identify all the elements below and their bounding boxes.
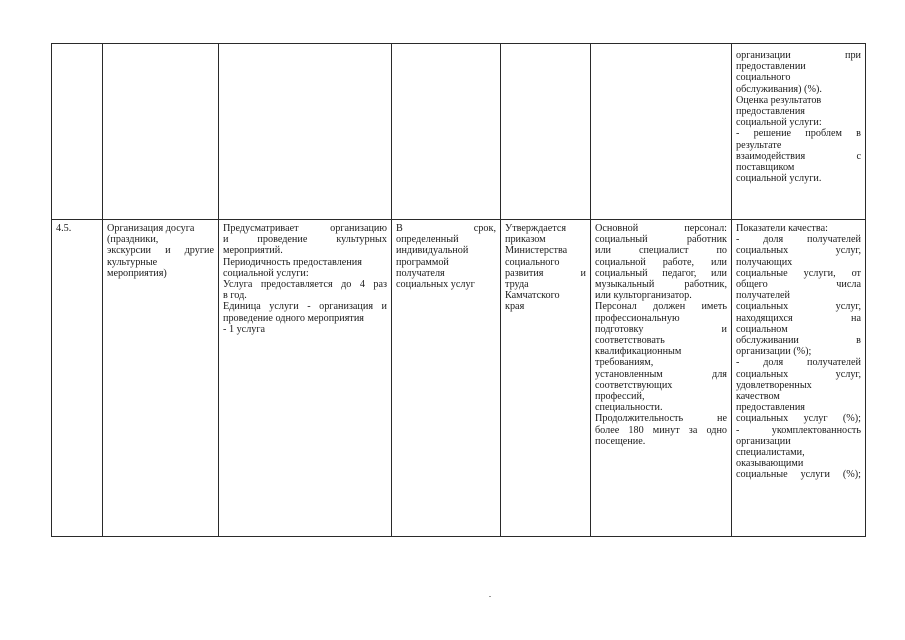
cell-line: качеством: [736, 391, 780, 403]
cell-line: в год.: [223, 290, 247, 302]
service-term-cell: [392, 220, 501, 537]
cell-line: социальной услуги:: [223, 267, 309, 279]
cell-line: социальный работник: [595, 234, 727, 246]
prev-number-cell: [52, 44, 103, 220]
cell-line: поставщиком: [736, 162, 795, 174]
service-name-text: [107, 223, 214, 279]
service-quality-cell: [732, 220, 866, 537]
cell-line: социальные услуги (%);: [736, 469, 861, 481]
cell-line: края: [505, 301, 525, 313]
cell-line: организации (%);: [736, 346, 812, 358]
cell-line: социальных услуг,: [736, 301, 861, 313]
cell-line: предоставления: [736, 106, 805, 118]
cell-line: Показатели качества:: [736, 223, 828, 234]
cell-line: социальные услуги, от: [736, 267, 861, 279]
cell-line: развития и: [505, 267, 586, 279]
cell-line: результате: [736, 139, 782, 151]
cell-line: соответствующих: [595, 379, 673, 391]
cell-line: предоставления: [736, 402, 805, 414]
scan-speck: [489, 596, 491, 597]
cell-line: обслуживании в: [736, 335, 861, 347]
cell-line: социальных услуг,: [736, 245, 861, 257]
cell-line: требованиям,: [595, 357, 654, 369]
cell-line: Продолжительность не: [595, 413, 727, 425]
cell-line: предоставлении: [736, 61, 806, 73]
service-number: 4.5.: [56, 223, 72, 234]
cell-line: приказом: [505, 234, 546, 246]
cell-line: социальной услуги:: [736, 117, 822, 129]
cell-line: специалистами,: [736, 447, 805, 459]
service-cost-cell: [501, 220, 591, 537]
cell-line: экскурсии и другие: [107, 245, 214, 257]
service-term-text: [396, 223, 496, 290]
cell-line: установленным для: [595, 368, 727, 380]
cell-line: Организация досуга: [107, 223, 195, 234]
cell-line: проведение одного мероприятия: [223, 312, 364, 324]
prev-description-cell: [219, 44, 392, 220]
cell-line: или специалист по: [595, 245, 727, 257]
cell-line: - доля получателей: [736, 357, 861, 369]
cell-line: Персонал должен иметь: [595, 301, 727, 313]
cell-line: соответствовать: [595, 335, 665, 347]
cell-line: Единица услуги - организация и: [223, 301, 387, 313]
cell-line: общего числа: [736, 279, 861, 291]
cell-line: находящихся на: [736, 312, 861, 324]
cell-line: квалификационным: [595, 346, 682, 358]
prev-quality-cell: [732, 44, 866, 220]
cell-line: индивидуальной: [396, 245, 469, 257]
services-table: [51, 43, 866, 537]
table-row-4-5: [52, 220, 866, 537]
cell-line: социальных услуг: [396, 279, 475, 291]
cell-line: или культорганизатор.: [595, 290, 692, 302]
cell-line: музыкальный работник,: [595, 279, 727, 291]
cell-line: специальности.: [595, 402, 663, 414]
cell-line: Основной персонал:: [595, 223, 727, 234]
cell-line: социальном: [736, 323, 788, 335]
cell-line: Министерства: [505, 245, 568, 257]
service-quality-text: [736, 223, 861, 481]
cell-line: профессий,: [595, 391, 645, 403]
service-description-text: [223, 223, 387, 335]
cell-line: мероприятия): [107, 267, 167, 279]
cell-line: социальной услуги.: [736, 173, 822, 185]
prev-name-cell: [103, 44, 219, 220]
cell-line: - укомплектованность: [736, 424, 861, 436]
cell-line: более 180 минут за одно: [595, 424, 727, 436]
cell-line: Периодичность предоставления: [223, 256, 362, 268]
cell-line: Камчатского: [505, 290, 560, 302]
cell-line: труда: [505, 279, 529, 291]
cell-line: программой: [396, 256, 449, 268]
cell-line: определенный: [396, 234, 459, 246]
cell-line: удовлетворенных: [736, 379, 812, 391]
cell-line: Услуга предоставляется до 4 раз: [223, 279, 387, 291]
table-row-previous: [52, 44, 866, 220]
cell-line: организации: [736, 435, 791, 447]
prev-cost-cell: [501, 44, 591, 220]
service-description-cell: [219, 220, 392, 537]
cell-line: получающих: [736, 256, 793, 268]
cell-line: организации при: [736, 50, 861, 61]
prev-quality-text: [736, 50, 861, 184]
cell-line: социальной работе, или: [595, 256, 727, 268]
service-cost-text: [505, 223, 586, 313]
cell-line: социальных услуг,: [736, 368, 861, 380]
cell-line: получателей: [736, 290, 791, 302]
prev-personnel-cell: [591, 44, 732, 220]
cell-line: социального: [736, 72, 791, 84]
cell-line: обслуживания) (%).: [736, 83, 822, 95]
cell-line: оказывающими: [736, 458, 804, 470]
cell-line: взаимодействия с: [736, 150, 861, 162]
cell-line: В срок,: [396, 223, 496, 234]
cell-line: социального: [505, 256, 560, 268]
cell-line: профессиональную: [595, 312, 680, 324]
cell-line: (праздники,: [107, 234, 159, 246]
service-personnel-text: [595, 223, 727, 447]
cell-line: социальный педагог, или: [595, 267, 727, 279]
cell-line: - 1 услуга: [223, 323, 266, 335]
service-personnel-cell: [591, 220, 732, 537]
cell-line: мероприятий.: [223, 245, 283, 257]
cell-line: Предусматривает организацию: [223, 223, 387, 234]
cell-line: посещение.: [595, 435, 646, 447]
cell-line: - доля получателей: [736, 234, 861, 246]
cell-line: получателя: [396, 267, 445, 279]
cell-line: Оценка результатов: [736, 94, 822, 106]
prev-term-cell: [392, 44, 501, 220]
cell-line: культурные: [107, 256, 158, 268]
cell-line: подготовку и: [595, 323, 727, 335]
cell-line: и проведение культурных: [223, 234, 387, 246]
cell-line: социальных услуг (%);: [736, 413, 861, 425]
cell-line: Утверждается: [505, 223, 567, 234]
service-number-cell: [52, 220, 103, 537]
service-name-cell: [103, 220, 219, 537]
cell-line: - решение проблем в: [736, 128, 861, 140]
